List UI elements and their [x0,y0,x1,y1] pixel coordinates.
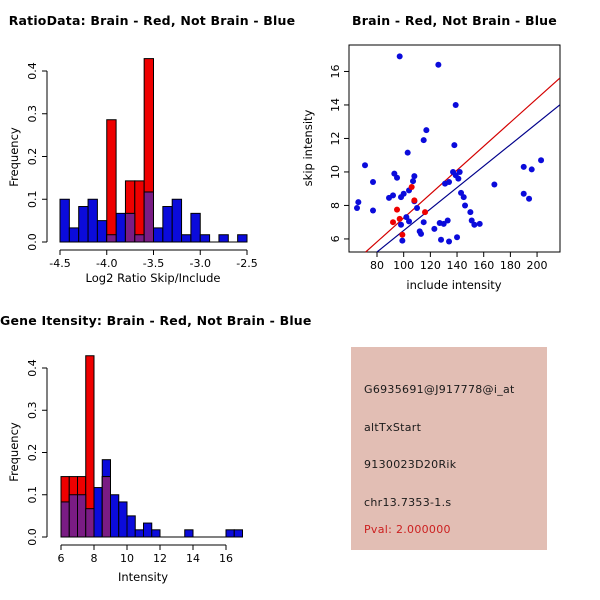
svg-text:0.0: 0.0 [26,528,39,546]
svg-text:200: 200 [526,259,548,272]
svg-text:180: 180 [499,259,521,272]
svg-text:0.4: 0.4 [26,62,39,80]
ratio-hist-title: RatioData: Brain - Red, Not Brain - Blue [8,13,296,28]
svg-text:100: 100 [393,259,415,272]
svg-text:140: 140 [446,259,468,272]
gene-intensity-histogram-plot[interactable] [0,300,300,600]
gene-hist-title: Gene Itensity: Brain - Red, Not Brain - Blue [0,313,312,328]
svg-text:120: 120 [419,259,441,272]
svg-text:10: 10 [329,164,342,179]
svg-text:8: 8 [329,201,342,209]
event-type-text: altTxStart [364,421,422,434]
svg-text:0.4: 0.4 [26,359,39,377]
svg-text:160: 160 [473,259,495,272]
gene-info-panel [351,347,547,550]
svg-text:0.0: 0.0 [26,233,39,251]
svg-text:-2.5: -2.5 [236,257,258,270]
svg-text:-3.5: -3.5 [142,257,165,270]
svg-text:0.2: 0.2 [26,147,39,166]
svg-text:0.1: 0.1 [26,486,39,504]
ratio-hist-ylabel: Frequency [7,127,21,187]
svg-text:0.2: 0.2 [26,443,39,462]
svg-text:16: 16 [219,552,233,565]
svg-text:14: 14 [329,97,342,112]
gene-symbol-text: 9130023D20Rik [364,458,457,471]
svg-text:80: 80 [370,259,385,272]
probe-id-text: G6935691@J917778@i_at [364,383,515,396]
scatter-xlabel: include intensity [406,278,502,292]
intensity-scatter-plot[interactable] [300,0,600,300]
svg-text:6: 6 [329,235,342,243]
ratio-hist-xlabel: Log2 Ratio Skip/Include [85,271,221,285]
svg-text:6: 6 [57,552,65,565]
location-text: chr13.7353-1.s [364,496,452,509]
svg-text:14: 14 [186,552,200,565]
svg-text:0.3: 0.3 [26,401,39,419]
svg-text:8: 8 [90,552,98,565]
scatter-title: Brain - Red, Not Brain - Blue [352,13,557,28]
svg-text:-3.0: -3.0 [189,257,211,270]
svg-text:12: 12 [329,131,342,146]
scatter-ylabel: skip intensity [301,109,315,187]
gene-hist-ylabel: Frequency [7,422,21,482]
svg-text:12: 12 [153,552,167,565]
svg-text:-4.0: -4.0 [96,257,118,270]
ratio-histogram-plot[interactable] [0,0,300,300]
svg-text:-4.5: -4.5 [49,257,71,270]
svg-text:16: 16 [329,64,342,79]
svg-text:10: 10 [120,552,134,565]
pval-text: Pval: 2.000000 [364,523,451,536]
svg-text:0.1: 0.1 [26,190,39,208]
svg-text:0.3: 0.3 [26,105,39,123]
gene-hist-xlabel: Intensity [117,570,169,584]
